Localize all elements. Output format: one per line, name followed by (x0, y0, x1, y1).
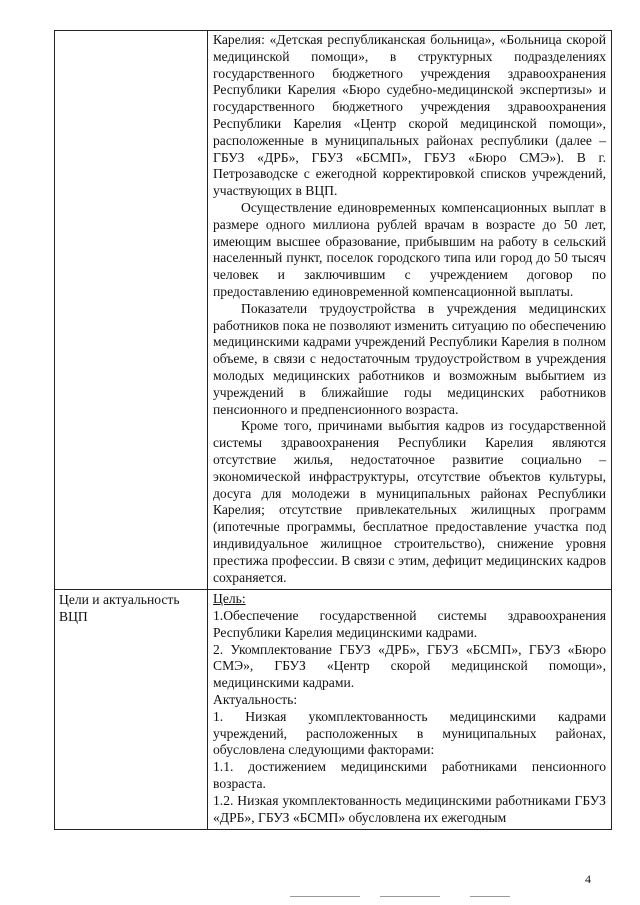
relevance-item: 1.2. Низкая укомплектованность медицинскими работниками ГБУЗ «ДРБ», ГБУЗ «БСМП» обусловлена их ежегодным (213, 792, 606, 825)
goal-item: 1.Обеспечение государственной системы здравоохранения Республики Карелия медицинскими кадрами. (213, 608, 606, 640)
relevance-item: 1. Низкая укомплектованность медицинскими кадрами учреждений, расположенных в муниципальных районах, обусловлена следующими факторами: (213, 708, 606, 758)
footer-rule (380, 896, 440, 897)
footer-rule (470, 896, 510, 897)
paragraph: Карелия: «Детская республиканская больница», «Больница скорой медицинской помощи», в структурных подразделениях государственного бюджетного учреждения здравоохранения Республики Карелия «Бюро судебно-медицинской экспертизы» и государственного бюджетного учреждения здравоохранения Республики Карелия «Центр скорой медицинской помощи», расположенные в муниципальных районах республики (далее – ГБУЗ «ДРБ», ГБУЗ «БСМП», ГБУЗ «Бюро СМЭ»). В г. Петрозаводске с ежегодной корректировкой списков учреждений, участвующих в ВЦП. (213, 32, 606, 199)
paragraph: Показатели трудоустройства в учреждения медицинских работников пока не позволяют изменить ситуацию по обеспечению медицинскими кадрами учреждений Республики Карелия в полном объеме, в связи с недостаточным трудоустройством в учреждения молодых медицинских работников и возможным выбытием из учреждений в ближайшие годы медицинских работников пенсионного и предпенсионного возраста. (213, 300, 606, 417)
row-content-cell (208, 590, 612, 830)
footer-rule (290, 896, 360, 897)
paragraph: Кроме того, причинами выбытия кадров из государственной системы здравоохранения Республики Карелия являются отсутствие жилья, недостаточное развитие социально – экономической инфраструктуры, отсутствие объектов культуры, досуга для молодежи в муниципальных районах Республики Карелия; отсутствие привлекательных жилищных программ (ипотечные программы, бесплатное предоставление участка под индивидуальное жилищное строительство), снижение уровня престижа профессии. В связи с этим, дефицит медицинских кадров сохраняется. (213, 418, 606, 585)
relevance-heading: Актуальность: (213, 692, 298, 708)
relevance-item: 1.1. достижением медицинскими работниками пенсионного возраста. (213, 759, 606, 792)
row-label-cell-empty (55, 31, 208, 590)
row-label-cell (55, 590, 208, 830)
table-row (55, 590, 612, 830)
program-table (54, 30, 612, 830)
row-content-cell (208, 31, 612, 590)
row-label: Цели и актуальность ВЦП (59, 592, 180, 625)
page-number: 4 (585, 872, 591, 886)
goal-heading: Цель: (213, 591, 246, 607)
paragraph: Осуществление единовременных компенсационных выплат в размере одного миллиона рублей врачам в возрасте до 50 лет, имеющим высшее образование, прибывшим на работу в сельский населенный пункт, поселок городского типа или город до 50 тысяч человек и заключившим с учреждением договор по предоставлению единовременной компенсационной выплаты. (213, 199, 606, 299)
goal-item: 2. Укомплектование ГБУЗ «ДРБ», ГБУЗ «БСМП», ГБУЗ «Бюро СМЭ», ГБУЗ «Центр скорой медицинской помощи», медицинскими кадрами. (213, 641, 606, 691)
table-row (55, 31, 612, 590)
